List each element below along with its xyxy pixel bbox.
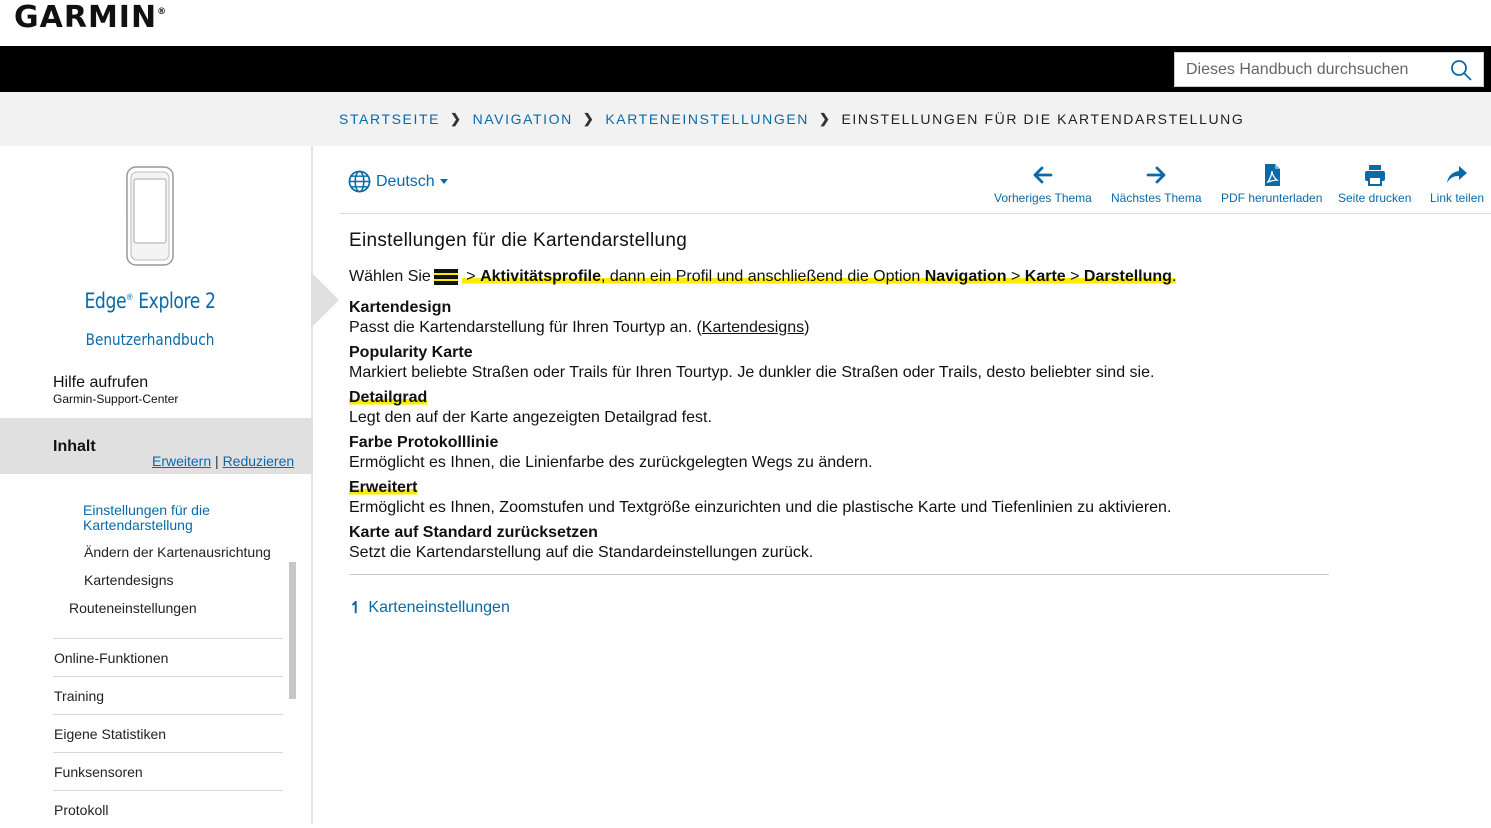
chevron-right-icon: ❯: [582, 111, 596, 126]
garmin-logo[interactable]: [14, 0, 167, 35]
sidebar: [0, 146, 313, 824]
arrow-up-icon: ↿: [349, 600, 363, 617]
toc-expand-link[interactable]: Erweitern: [152, 453, 212, 469]
breadcrumb-navigation[interactable]: NAVIGATION: [472, 111, 573, 127]
header: [0, 0, 1491, 46]
search-icon[interactable]: [1449, 58, 1473, 82]
desc-popularity-karte: Markiert beliebte Straßen oder Trails für Ihren Tourtyp. Je dunkler die Straßen oder Trails, desto beliebter sind sie.: [349, 364, 1155, 381]
pdf-download-label: PDF herunterladen: [1221, 191, 1323, 205]
toc-scrollbar[interactable]: [289, 562, 296, 699]
previous-topic-button[interactable]: [994, 163, 1092, 205]
toc-header-pointer: [311, 272, 339, 328]
breadcrumb-bar: [0, 92, 1491, 146]
print-button[interactable]: [1338, 163, 1411, 205]
chevron-right-icon: ❯: [818, 111, 832, 126]
breadcrumb-karteneinstellungen[interactable]: KARTENEINSTELLUNGEN: [605, 111, 809, 127]
breadcrumb-home[interactable]: STARTSEITE: [339, 111, 441, 127]
term-detailgrad: Detailgrad: [349, 389, 428, 406]
content-divider: [349, 574, 1329, 575]
product-name: [27, 289, 273, 313]
desc-kartendesign: [349, 319, 809, 337]
intro-sep-2: >: [1006, 268, 1025, 285]
search-box: [1174, 52, 1484, 87]
chevron-right-icon: ❯: [450, 111, 463, 126]
language-selector[interactable]: [348, 170, 448, 193]
intro-highlight: [462, 268, 1177, 286]
pdf-icon: [1260, 163, 1284, 187]
arrow-right-icon: [1144, 163, 1168, 187]
intro-sep-3: >: [1065, 268, 1084, 285]
next-topic-button[interactable]: [1111, 163, 1202, 205]
logo-text: GARMIN: [14, 0, 158, 35]
intro-text-before: Wählen Sie: [349, 268, 431, 285]
intro-bold-darstellung: Darstellung: [1083, 268, 1172, 285]
parent-topic-label: Karteneinstellungen: [368, 599, 510, 616]
intro-text-mid: , dann ein Profil und anschließend die Option: [600, 268, 925, 285]
language-label: Deutsch: [376, 172, 435, 190]
toc-main-funksensoren[interactable]: Funksensoren: [53, 752, 283, 790]
toc-item-active[interactable]: Einstellungen für die Kartendarstellung: [83, 502, 210, 533]
term-erweitert: Erweitert: [349, 479, 418, 496]
desc-kartendesign-end: ): [804, 319, 810, 336]
product-name-text: Edge: [84, 289, 127, 313]
intro-end: .: [1171, 268, 1177, 285]
printer-icon: [1363, 163, 1387, 187]
breadcrumb-current: EINSTELLUNGEN FÜR DIE KARTENDARSTELLUNG: [841, 111, 1245, 127]
desc-farbe-protokolllinie: Ermöglicht es Ihnen, die Linienfarbe des zurückgelegten Wegs zu ändern.: [349, 454, 873, 471]
intro-bold-aktivitaetsprofile: Aktivitätsprofile: [480, 268, 601, 285]
globe-icon: [348, 170, 371, 193]
intro-bold-navigation: Navigation: [924, 268, 1007, 285]
term-kartendesign: Kartendesign: [349, 299, 452, 316]
product-mark: ®: [126, 293, 134, 303]
toc-item-kartendesigns[interactable]: Kartendesigns: [84, 572, 174, 588]
term-popularity-karte: Popularity Karte: [349, 344, 473, 361]
breadcrumb: [339, 111, 1244, 127]
toc-collapse-link[interactable]: Reduzieren: [222, 453, 295, 469]
caret-down-icon: [440, 179, 448, 184]
toc-main-online-funktionen[interactable]: Online-Funktionen: [53, 638, 283, 676]
help-support-link[interactable]: Garmin-Support-Center: [53, 392, 179, 406]
desc-karte-zuruecksetzen: Setzt die Kartendarstellung auf die Standardeinstellungen zurück.: [349, 544, 814, 561]
toc-controls: [152, 453, 294, 469]
desc-detailgrad: Legt den auf der Karte angezeigten Detailgrad fest.: [349, 409, 712, 426]
help-title[interactable]: Hilfe aufrufen: [53, 374, 149, 391]
parent-topic-link[interactable]: [349, 598, 510, 618]
toc-title: Inhalt: [53, 438, 96, 455]
toc-main-training[interactable]: Training: [53, 676, 283, 714]
registered-mark: ®: [157, 7, 168, 17]
toc-link-separator: |: [215, 453, 219, 469]
share-link-button[interactable]: [1430, 163, 1484, 205]
toc-item-routeneinstellungen[interactable]: Routeneinstellungen: [69, 600, 197, 616]
previous-topic-label: Vorheriges Thema: [994, 191, 1092, 205]
menu-icon: [434, 269, 458, 285]
pdf-download-button[interactable]: [1221, 163, 1322, 205]
main-content: [339, 146, 1491, 824]
toc-item-kartenausrichtung[interactable]: Ändern der Kartenausrichtung: [84, 544, 271, 560]
share-link-label: Link teilen: [1430, 191, 1485, 205]
kartendesigns-link[interactable]: Kartendesigns: [701, 319, 805, 336]
toc-main-eigene-statistiken[interactable]: Eigene Statistiken: [53, 714, 283, 752]
arrow-left-icon: [1031, 163, 1055, 187]
toc-header: [0, 418, 313, 474]
product-subtitle: Benutzerhandbuch: [85, 330, 215, 349]
device-image: [125, 166, 175, 266]
print-label: Seite drucken: [1338, 191, 1412, 205]
intro-instruction: [349, 268, 1176, 286]
search-input[interactable]: [1175, 53, 1445, 86]
intro-sep-1: >: [461, 268, 481, 285]
intro-bold-karte: Karte: [1024, 268, 1066, 285]
page-title: Einstellungen für die Kartendarstellung: [349, 230, 688, 251]
share-arrow-icon: [1445, 163, 1469, 187]
term-karte-zuruecksetzen: Karte auf Standard zurücksetzen: [349, 524, 598, 541]
term-farbe-protokolllinie: Farbe Protokolllinie: [349, 434, 499, 451]
toolbar-divider: [339, 213, 1491, 214]
desc-erweitert: Ermöglicht es Ihnen, Zoomstufen und Textgröße einzurichten und die plastische Karte und Tiefenlinien zu aktivieren.: [349, 499, 1172, 516]
desc-kartendesign-text: Passt die Kartendarstellung für Ihren Tourtyp an. (: [349, 319, 702, 336]
toc-main-protokoll[interactable]: Protokoll: [53, 790, 283, 828]
product-model-text: Explore 2: [133, 289, 216, 313]
next-topic-label: Nächstes Thema: [1111, 191, 1202, 205]
